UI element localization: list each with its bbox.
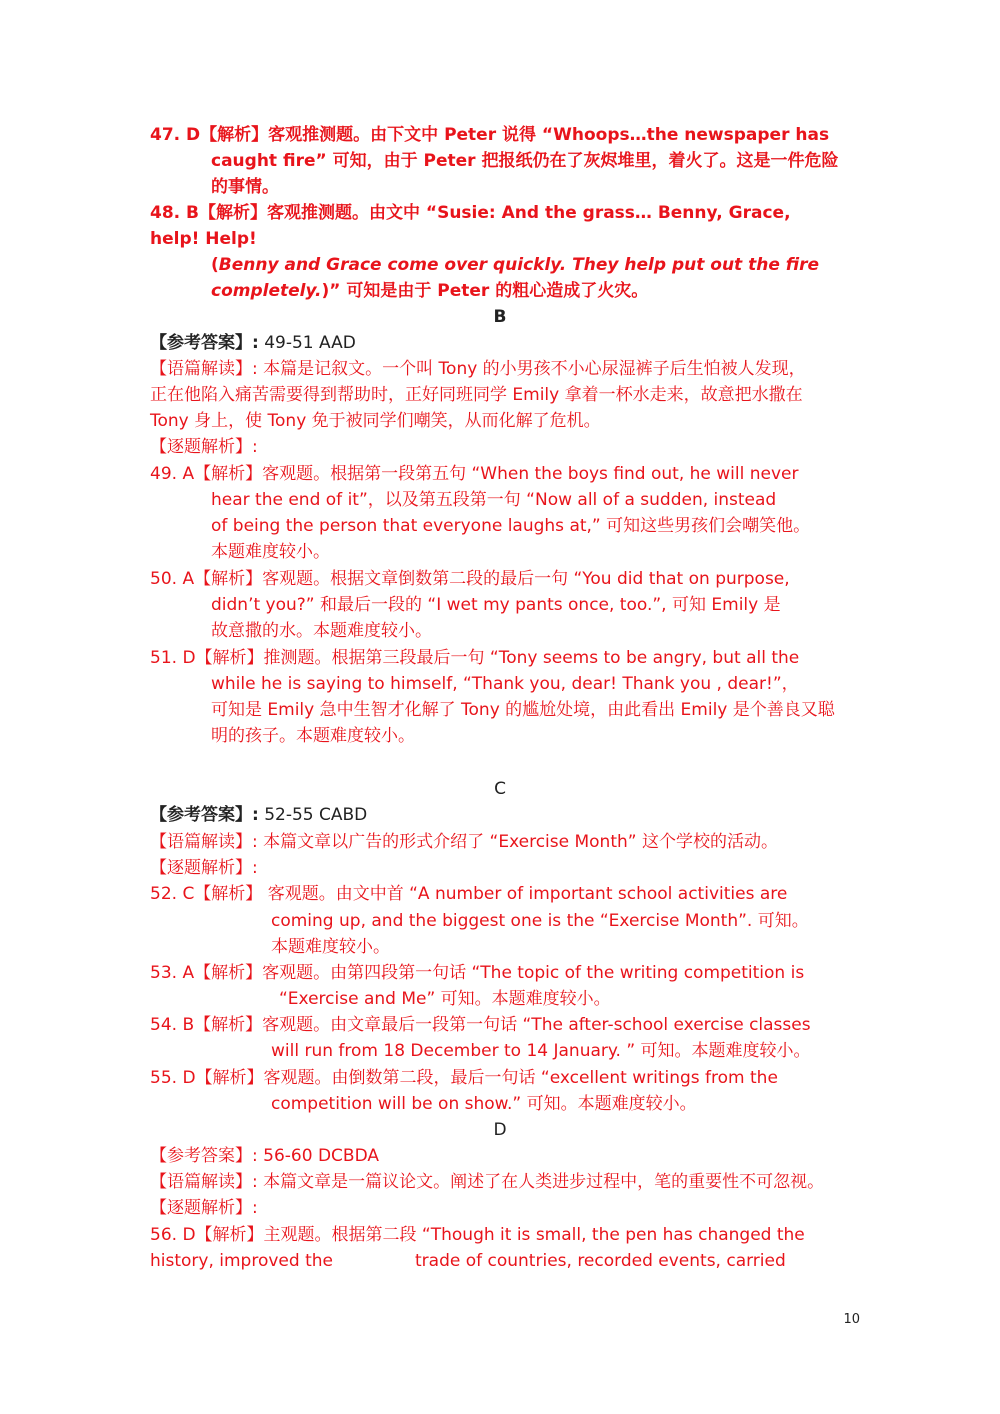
q51-line-1: 51. D【解析】推测题。根据第三段最后一句 “Tony seems to be angry, but all the	[150, 648, 800, 668]
q49-line-3: of being the person that everyone laughs at,” 可知这些男孩们会嘲笑他。	[211, 516, 811, 536]
q52-line-3: 本题难度较小。	[271, 937, 390, 957]
q54-line-2: will run from 18 December to 14 January. ” 可知。本题难度较小。	[271, 1041, 811, 1061]
reading-label: 【语篇解读】:	[150, 832, 258, 852]
section-b-analysis-label: 【逐题解析】:	[150, 437, 258, 457]
q48-line-1: 48. B【解析】客观推测题。由文中 “Susie: And the grass… Benny, Grace,	[150, 203, 791, 223]
q50-line-3: 故意撒的水。本题难度较小。	[211, 621, 432, 641]
page-number: 10	[843, 1312, 860, 1327]
q56-line-2b: trade of countries, recorded events, carried	[415, 1251, 786, 1271]
reading-text-1: 本篇文章是一篇议论文。阐述了在人类进步过程中，笔的重要性不可忽视。	[263, 1172, 825, 1192]
answer-value: 56-60 DCBDA	[263, 1146, 379, 1166]
q48-line-2: help! Help!	[150, 229, 257, 249]
section-b-reading-line-3: Tony 身上，使 Tony 免于被同学们嘲笑，从而化解了危机。	[150, 411, 601, 431]
answer-label: 【参考答案】:	[150, 805, 259, 825]
q49-line-1: 49. A【解析】客观题。根据第一段第五句 “When the boys find out, he will never	[150, 464, 799, 484]
q51-line-3: 可知是 Emily 急中生智才化解了 Tony 的尴尬处境，由此看出 Emily 是个善良又聪	[211, 700, 835, 720]
q47-line-2: caught fire” 可知，由于 Peter 把报纸仍在了灰烬堆里，着火了。这是一件危险	[211, 151, 839, 171]
section-d-analysis-label: 【逐题解析】:	[150, 1198, 258, 1218]
q51-line-4: 明的孩子。本题难度较小。	[211, 726, 415, 746]
q48-line-4	[211, 280, 648, 302]
q53-line-2: “Exercise and Me” 可知。本题难度较小。	[279, 989, 611, 1009]
q56-line-1: 56. D【解析】主观题。根据第二段 “Though it is small, the pen has changed the	[150, 1225, 805, 1245]
q56-line-2a: history, improved the	[150, 1251, 333, 1271]
q49-line-4: 本题难度较小。	[211, 542, 330, 562]
q48-italic-quote-2: completely.	[211, 281, 322, 301]
answer-value: 52-55 CABD	[264, 805, 368, 825]
section-b-reading-line-2: 正在他陷入痛苦需要得到帮助时，正好同班同学 Emily 拿着一杯水走来，故意把水撒在	[150, 385, 803, 405]
reading-text-1: 本篇是记叙文。一个叫 Tony 的小男孩不小心尿湿裤子后生怕被人发现，	[263, 359, 806, 379]
q55-line-2: competition will be on show.” 可知。本题难度较小。	[271, 1094, 697, 1114]
q54-line-1: 54. B【解析】客观题。由文章最后一段第一句话 “The after-school exercise classes	[150, 1015, 811, 1035]
section-c-heading: C	[494, 779, 506, 799]
answer-value: 49-51 AAD	[264, 333, 356, 353]
section-d-reading	[150, 1171, 824, 1193]
section-b-answer	[150, 332, 356, 354]
section-b-reading	[150, 358, 806, 380]
q48-open-paren: (	[211, 255, 219, 275]
section-d-answer	[150, 1145, 379, 1167]
section-c-reading	[150, 831, 778, 853]
q48-line-3	[211, 254, 819, 276]
section-b-heading: B	[493, 307, 507, 327]
q50-line-2: didn’t you?” 和最后一段的 “I wet my pants once, too.”, 可知 Emily 是	[211, 595, 781, 615]
q51-line-2: while he is saying to himself, “Thank you, dear! Thank you , dear!”，	[211, 674, 799, 694]
q50-line-1: 50. A【解析】客观题。根据文章倒数第二段的最后一句 “You did that on purpose,	[150, 569, 790, 589]
answer-label: 【参考答案】:	[150, 1146, 258, 1166]
q47-line-1: 47. D【解析】客观推测题。由下文中 Peter 说得 “Whoops…the newspaper has	[150, 125, 830, 145]
q47-line-3: 的事情。	[211, 177, 279, 197]
q52-line-2: coming up, and the biggest one is the “Exercise Month”. 可知。	[271, 911, 809, 931]
section-c-analysis-label: 【逐题解析】:	[150, 858, 258, 878]
q53-line-1: 53. A【解析】客观题。由第四段第一句话 “The topic of the writing competition is	[150, 963, 805, 983]
q49-line-2: hear the end of it”，以及第五段第一句 “Now all of a sudden, instead	[211, 490, 777, 510]
answer-label: 【参考答案】:	[150, 333, 259, 353]
reading-text-1: 本篇文章以广告的形式介绍了 “Exercise Month” 这个学校的活动。	[263, 832, 778, 852]
reading-label: 【语篇解读】:	[150, 1172, 258, 1192]
q48-italic-quote-1: Benny and Grace come over quickly. They help put out the fire	[218, 255, 820, 275]
section-c-answer	[150, 804, 367, 826]
section-d-heading: D	[493, 1120, 507, 1140]
q48-conclusion: )” 可知是由于 Peter 的粗心造成了火灾。	[321, 281, 649, 301]
q52-line-1: 52. C【解析】 客观题。由文中首 “A number of important school activities are	[150, 884, 788, 904]
reading-label: 【语篇解读】:	[150, 359, 258, 379]
q55-line-1: 55. D【解析】客观题。由倒数第二段，最后一句话 “excellent writings from the	[150, 1068, 778, 1088]
